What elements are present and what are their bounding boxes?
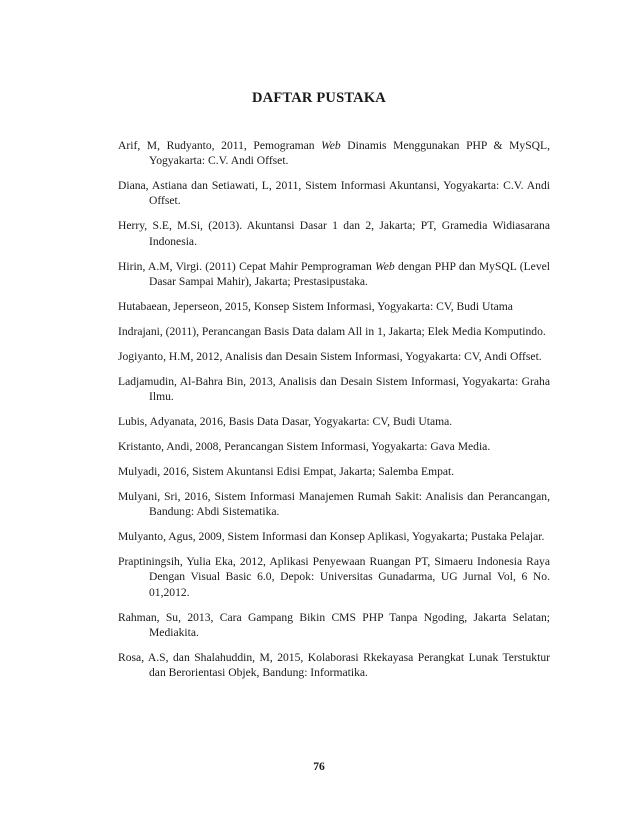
reference-item [118,178,550,208]
reference-list [118,138,550,690]
reference-text: Ladjamudin, Al-Bahra Bin, 2013, Analisis dan Desain Sistem Informasi, Yogyakarta: Graha Ilmu. [118,374,550,404]
reference-item [118,349,550,364]
reference-text: Indrajani, (2011), Perancangan Basis Data dalam All in 1, Jakarta; Elek Media Komputindo. [118,324,546,338]
reference-text: Rosa, A.S, dan Shalahuddin, M, 2015, Kolaborasi Rkekayasa Perangkat Lunak Terstuktur dan Berorientasi Objek, Bandung: Informatika. [118,650,550,680]
page-title: DAFTAR PUSTAKA [252,90,386,106]
reference-item [118,374,550,404]
reference-item [118,218,550,248]
reference-text: Mulyadi, 2016, Sistem Akuntansi Edisi Empat, Jakarta; Salemba Empat. [118,465,455,479]
reference-text: Arif, M, Rudyanto, 2011, Pemograman [118,139,322,152]
reference-text: Diana, Astiana dan Setiawati, L, 2011, Sistem Informasi Akuntansi, Yogyakarta: C.V. Andi Offset. [118,179,550,208]
page-number: 76 [313,760,325,773]
reference-italic: Web [375,259,395,273]
reference-item [118,324,550,339]
reference-item [118,259,550,289]
reference-item [118,299,550,314]
reference-text-end: dengan PHP dan MySQL (Level Dasar Sampai Mahir), Jakarta; Prestasipustaka. [149,259,550,288]
reference-item [118,610,550,640]
reference-text: Hirin, A.M, Virgi. (2011) Cepat Mahir Pemprograman [118,259,376,273]
reference-item [118,489,550,519]
reference-text: Mulyanto, Agus, 2009, Sistem Informasi dan Konsep Aplikasi, Yogyakarta; Pustaka Pelajar. [118,530,545,544]
reference-text: Rahman, Su, 2013, Cara Gampang Bikin CMS PHP Tanpa Ngoding, Jakarta Selatan; Mediakita. [118,610,550,639]
reference-italic: Web [321,139,341,152]
reference-item [118,138,550,168]
reference-text: Mulyani, Sri, 2016, Sistem Informasi Manajemen Rumah Sakit: Analisis dan Perancangan, Bandung: Abdi Sistematika. [118,490,550,519]
reference-text: Kristanto, Andi, 2008, Perancangan Sistem Informasi, Yogyakarta: Gava Media. [118,440,491,454]
reference-item [118,464,550,479]
reference-item [118,439,550,454]
reference-text: Praptiningsih, Yulia Eka, 2012, Aplikasi Penyewaan Ruangan PT, Simaeru Indonesia Raya Dengan Visual Basic 6.0, Depok: Universitas Gunadarma, UG Jurnal Vol, 6 No. 01,2012. [118,555,550,599]
reference-item [118,554,550,600]
reference-text: Herry, S.E, M.Si, (2013). Akuntansi Dasar 1 dan 2, Jakarta; PT, Gramedia Widiasarana Indonesia. [118,219,550,248]
reference-text-end: Dinamis Menggunakan PHP & MySQL, Yogyakarta: C.V. Andi Offset. [149,139,550,168]
reference-item [118,650,550,680]
reference-item [118,529,550,544]
reference-text: Jogiyanto, H.M, 2012, Analisis dan Desain Sistem Informasi, Yogyakarta: CV, Andi Offset. [118,349,542,363]
reference-text: Lubis, Adyanata, 2016, Basis Data Dasar, Yogyakarta: CV, Budi Utama. [118,415,453,429]
reference-text: Hutabaean, Jeperseon, 2015, Konsep Sistem Informasi, Yogyakarta: CV, Budi Utama [118,299,513,313]
reference-item [118,414,550,429]
